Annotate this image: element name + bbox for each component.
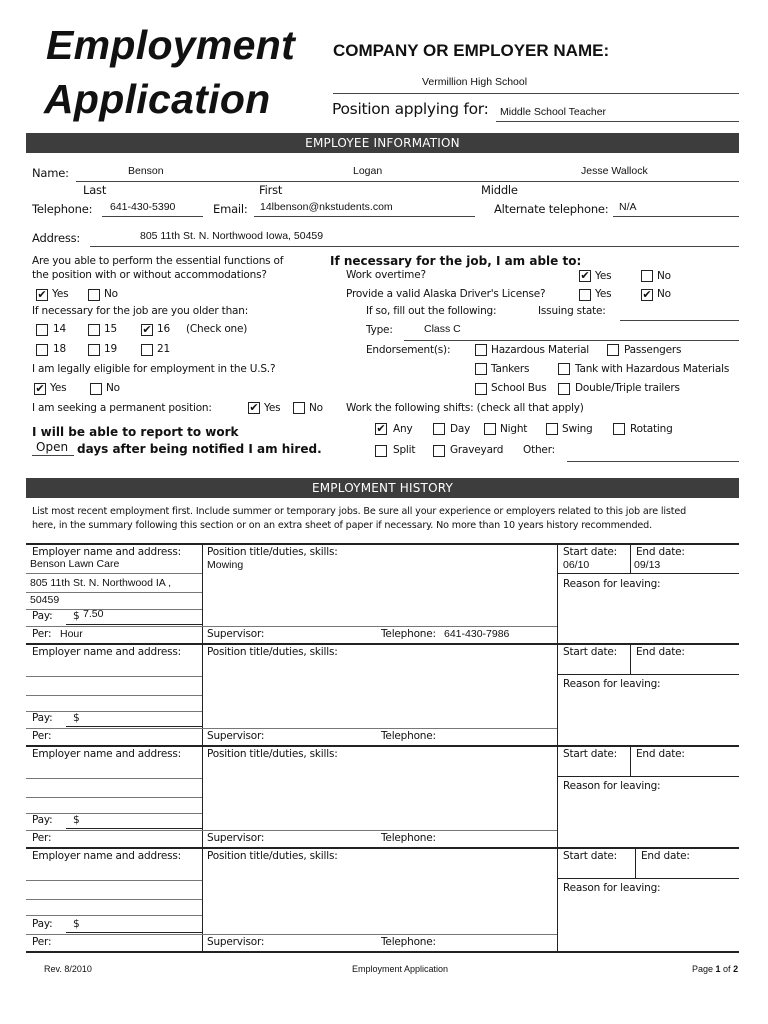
report-days-value[interactable]: Open	[36, 440, 69, 454]
age-21-checkbox[interactable]	[141, 344, 153, 356]
per-line-top-2	[26, 728, 202, 729]
pay-underline-1	[66, 624, 202, 625]
end-date-label-1: End date:	[636, 546, 685, 558]
table-row3-border	[26, 847, 739, 849]
overtime-no-checkbox[interactable]	[641, 270, 653, 282]
middle-name-value[interactable]: Jesse Wallock	[581, 165, 648, 177]
pay-underline-4	[66, 932, 202, 933]
last-caption: Last	[83, 183, 107, 197]
age-14-checkbox[interactable]	[36, 324, 48, 336]
shift-rotating-label: Rotating	[630, 423, 673, 435]
shift-other-underline	[567, 461, 739, 462]
per-label-1: Per:	[32, 628, 52, 640]
shift-night-label: Night	[500, 423, 528, 435]
q-accommodations-line2: the position with or without accommodations?	[32, 269, 267, 281]
per-line-top-4	[26, 934, 202, 935]
end-date-label-3: End date:	[636, 748, 685, 760]
employer-label-2: Employer name and address:	[32, 646, 181, 658]
shift-swing-checkbox[interactable]	[546, 423, 558, 435]
telephone-label-2: Telephone:	[381, 730, 436, 742]
eligible-yes-label: Yes	[50, 382, 67, 394]
email-underline	[254, 216, 475, 217]
telephone-label-1: Telephone:	[381, 628, 436, 640]
company-value[interactable]: Vermillion High School	[422, 76, 528, 88]
end-date-label-2: End date:	[636, 646, 685, 658]
pay-underline-3	[66, 828, 202, 829]
footer-title: Employment Application	[352, 964, 449, 974]
form-title-line1: Employment	[46, 22, 296, 68]
shift-rotating-checkbox[interactable]	[613, 423, 625, 435]
employer-line-c-4	[26, 915, 202, 916]
shift-graveyard-label: Graveyard	[450, 444, 504, 456]
employer-line-a-4	[26, 880, 202, 881]
tank-hazmat-checkbox[interactable]	[558, 363, 570, 375]
license-type-underline	[404, 340, 739, 341]
table-row1-border	[26, 643, 739, 645]
age-16-label: 16	[157, 323, 170, 335]
employer-line-b-4	[26, 899, 202, 900]
accommodations-no-checkbox[interactable]	[88, 289, 100, 301]
age-21-label: 21	[157, 343, 170, 355]
section-employment-history: EMPLOYMENT HISTORY	[26, 478, 739, 498]
date-divider-1	[630, 543, 631, 573]
school-bus-checkbox[interactable]	[475, 383, 487, 395]
employer-line-a-2	[26, 676, 202, 677]
shift-any-label: Any	[393, 423, 413, 435]
address-value[interactable]: 805 11th St. N. Northwood Iowa, 50459	[140, 230, 324, 242]
shift-any-checkbox[interactable]: ✔	[376, 422, 386, 435]
end-date-value-1[interactable]: 09/13	[634, 559, 661, 571]
telephone-label-3: Telephone:	[381, 832, 436, 844]
pay-dollar-2: $	[73, 712, 80, 724]
table-top-border	[26, 543, 739, 545]
telephone-label: Telephone:	[32, 202, 93, 216]
history-intro-line1: List most recent employment first. Include summer or temporary jobs. Be sure all your experience or employers related to this job are listed	[32, 506, 687, 517]
age-14-label: 14	[53, 323, 66, 335]
license-no-label: No	[657, 288, 671, 300]
start-date-label-2: Start date:	[563, 646, 618, 658]
eligible-no-label: No	[106, 382, 120, 394]
position-value-1[interactable]: Mowing	[207, 559, 244, 571]
employer-line-b-2	[26, 695, 202, 696]
name-underline	[76, 181, 739, 182]
right-questions-title: If necessary for the job, I am able to:	[330, 254, 582, 268]
email-value[interactable]: 14lbenson@nkstudents.com	[260, 201, 393, 213]
license-type-value[interactable]: Class C	[424, 323, 461, 335]
shift-split-checkbox[interactable]	[375, 445, 387, 457]
date-underline-3	[557, 776, 739, 777]
accommodations-yes-checkbox[interactable]: ✔	[37, 288, 47, 301]
supervisor-label-4: Supervisor:	[207, 936, 265, 948]
alt-telephone-label: Alternate telephone:	[494, 202, 609, 216]
table-bottom-border	[26, 951, 739, 953]
position-label-1: Position title/duties, skills:	[207, 546, 338, 558]
company-underline	[333, 93, 739, 94]
supervisor-label-3: Supervisor:	[207, 832, 265, 844]
double-triple-label: Double/Triple trailers	[575, 382, 680, 394]
employer-address-value-1[interactable]: 805 11th St. N. Northwood IA ,	[30, 577, 172, 589]
shift-night-checkbox[interactable]	[484, 423, 496, 435]
email-label: Email:	[213, 202, 248, 216]
last-name-value[interactable]: Benson	[128, 165, 164, 177]
double-triple-checkbox[interactable]	[558, 383, 570, 395]
supervisor-label-2: Supervisor:	[207, 730, 265, 742]
supervisor-label-1: Supervisor:	[207, 628, 265, 640]
age-16-checkbox[interactable]: ✔	[142, 323, 152, 336]
footer-page-number: 1	[715, 964, 721, 974]
start-date-label-3: Start date:	[563, 748, 618, 760]
age-19-label: 19	[104, 343, 117, 355]
position-label-3: Position title/duties, skills:	[207, 748, 338, 760]
permanent-yes-checkbox[interactable]: ✔	[249, 401, 259, 414]
table-col-divider-1	[202, 543, 203, 951]
employer-line-a-3	[26, 778, 202, 779]
position-label: Position applying for:	[332, 100, 489, 118]
footer-page	[692, 964, 738, 974]
reason-label-3: Reason for leaving:	[563, 780, 661, 792]
employer-zip-value-1[interactable]: 50459	[30, 594, 60, 606]
reason-label-4: Reason for leaving:	[563, 882, 661, 894]
age-18-label: 18	[53, 343, 66, 355]
date-divider-4	[635, 847, 636, 878]
report-days-underline	[32, 455, 74, 456]
telephone-underline	[102, 216, 203, 217]
q-eligible: I am legally eligible for employment in the U.S.?	[32, 363, 276, 375]
form-title-line2: Application	[44, 76, 271, 122]
issuing-state-underline	[620, 320, 739, 321]
table-row2-border	[26, 745, 739, 747]
date-divider-2	[630, 643, 631, 674]
pay-dollar-4: $	[73, 918, 80, 930]
per-label-2: Per:	[32, 730, 52, 742]
per-label-4: Per:	[32, 936, 52, 948]
employer-line-a-1	[26, 573, 202, 574]
position-label-2: Position title/duties, skills:	[207, 646, 338, 658]
footer-page-prefix: Page	[692, 964, 716, 974]
start-date-value-1[interactable]: 06/10	[563, 559, 590, 571]
permanent-no-label: No	[309, 402, 323, 414]
tankers-label: Tankers	[491, 363, 530, 375]
address-label: Address:	[32, 231, 81, 245]
middle-caption: Middle	[481, 183, 518, 197]
pay-dollar-1: $	[73, 610, 80, 622]
eligible-yes-checkbox[interactable]: ✔	[35, 382, 45, 395]
alt-telephone-underline	[613, 216, 739, 217]
employer-label-1: Employer name and address:	[32, 546, 181, 558]
permanent-no-checkbox[interactable]	[293, 402, 305, 414]
q-age: If necessary for the job are you older than:	[32, 305, 249, 317]
start-date-label-4: Start date:	[563, 850, 618, 862]
supervisor-line-3	[202, 830, 557, 831]
employer-line-b-3	[26, 797, 202, 798]
date-underline-1	[557, 573, 739, 574]
eligible-no-checkbox[interactable]	[90, 383, 102, 395]
age-18-checkbox[interactable]	[36, 344, 48, 356]
shift-swing-label: Swing	[562, 423, 593, 435]
reason-label-1: Reason for leaving:	[563, 578, 661, 590]
license-yes-label: Yes	[595, 288, 612, 300]
table-col-divider-2	[557, 543, 558, 951]
position-label-4: Position title/duties, skills:	[207, 850, 338, 862]
position-underline	[496, 121, 739, 122]
license-no-checkbox[interactable]: ✔	[642, 288, 652, 301]
tankers-checkbox[interactable]	[475, 363, 487, 375]
check-one-note: (Check one)	[186, 323, 248, 335]
reason-label-2: Reason for leaving:	[563, 678, 661, 690]
overtime-no-label: No	[657, 270, 671, 282]
q-accommodations-line1: Are you able to perform the essential functions of	[32, 255, 284, 267]
shift-split-label: Split	[393, 444, 416, 456]
position-value[interactable]: Middle School Teacher	[500, 106, 607, 118]
passengers-checkbox[interactable]	[607, 344, 619, 356]
q-permanent: I am seeking a permanent position:	[32, 402, 212, 414]
if-so-label: If so, fill out the following:	[366, 305, 497, 317]
pay-value-1[interactable]: 7.50	[83, 608, 104, 620]
q-license: Provide a valid Alaska Driver's License?	[346, 288, 546, 300]
pay-dollar-3: $	[73, 814, 80, 826]
address-underline	[90, 246, 739, 247]
first-name-value[interactable]: Logan	[353, 165, 383, 177]
first-caption: First	[259, 183, 283, 197]
age-19-checkbox[interactable]	[88, 344, 100, 356]
start-date-label-1: Start date:	[563, 546, 618, 558]
age-15-label: 15	[104, 323, 117, 335]
employer-line-b-1	[26, 592, 202, 593]
q-overtime: Work overtime?	[346, 269, 426, 281]
license-type-label: Type:	[366, 324, 393, 336]
permanent-yes-label: Yes	[264, 402, 281, 414]
footer-page-total: 2	[733, 964, 739, 974]
per-label-3: Per:	[32, 832, 52, 844]
date-divider-3	[630, 745, 631, 776]
employer-label-4: Employer name and address:	[32, 850, 181, 862]
hazmat-label: Hazardous Material	[491, 344, 590, 356]
date-underline-4	[557, 878, 739, 879]
school-bus-label: School Bus	[491, 382, 547, 394]
pay-label-2: Pay:	[32, 712, 53, 724]
report-line2: days after being notified I am hired.	[77, 442, 322, 456]
passengers-label: Passengers	[624, 344, 682, 356]
shifts-label: Work the following shifts: (check all that apply)	[346, 402, 584, 414]
supervisor-line-4	[202, 934, 557, 935]
age-15-checkbox[interactable]	[88, 324, 100, 336]
accommodations-no-label: No	[104, 288, 118, 300]
history-intro-line2: here, in the summary following this section or on an extra sheet of paper if necessary. No more than 10 years history recommended.	[32, 520, 652, 531]
employer-label-3: Employer name and address:	[32, 748, 181, 760]
shift-other-label: Other:	[523, 444, 555, 456]
license-yes-checkbox[interactable]	[579, 289, 591, 301]
employer-name-value-1[interactable]: Benson Lawn Care	[30, 558, 120, 570]
footer-page-of: of	[720, 964, 734, 974]
accommodations-yes-label: Yes	[52, 288, 69, 300]
shift-graveyard-checkbox[interactable]	[433, 445, 445, 457]
hazmat-checkbox[interactable]	[475, 344, 487, 356]
tank-hazmat-label: Tank with Hazardous Materials	[575, 363, 730, 375]
per-line-top-1	[26, 626, 202, 627]
issuing-state-label: Issuing state:	[538, 305, 606, 317]
report-line1: I will be able to report to work	[32, 425, 239, 439]
shift-day-label: Day	[450, 423, 471, 435]
telephone-label-4: Telephone:	[381, 936, 436, 948]
overtime-yes-checkbox[interactable]: ✔	[580, 269, 590, 282]
end-date-label-4: End date:	[641, 850, 690, 862]
per-value-1[interactable]: Hour	[60, 628, 83, 640]
name-label: Name:	[32, 166, 69, 180]
endorsement-label: Endorsement(s):	[366, 344, 451, 356]
overtime-yes-label: Yes	[595, 270, 612, 282]
per-line-top-3	[26, 830, 202, 831]
alt-telephone-value[interactable]: N/A	[619, 201, 637, 213]
pay-label-3: Pay:	[32, 814, 53, 826]
telephone-value-1[interactable]: 641-430-7986	[444, 628, 510, 640]
company-label: COMPANY OR EMPLOYER NAME:	[333, 41, 610, 60]
telephone-value[interactable]: 641-430-5390	[110, 201, 176, 213]
date-underline-2	[557, 674, 739, 675]
pay-underline-2	[66, 726, 202, 727]
shift-day-checkbox[interactable]	[433, 423, 445, 435]
footer-rev: Rev. 8/2010	[44, 964, 92, 974]
supervisor-line-2	[202, 728, 557, 729]
supervisor-line-1	[202, 626, 557, 627]
section-employee-information: EMPLOYEE INFORMATION	[26, 133, 739, 153]
pay-label-1: Pay:	[32, 610, 53, 622]
pay-label-4: Pay:	[32, 918, 53, 930]
